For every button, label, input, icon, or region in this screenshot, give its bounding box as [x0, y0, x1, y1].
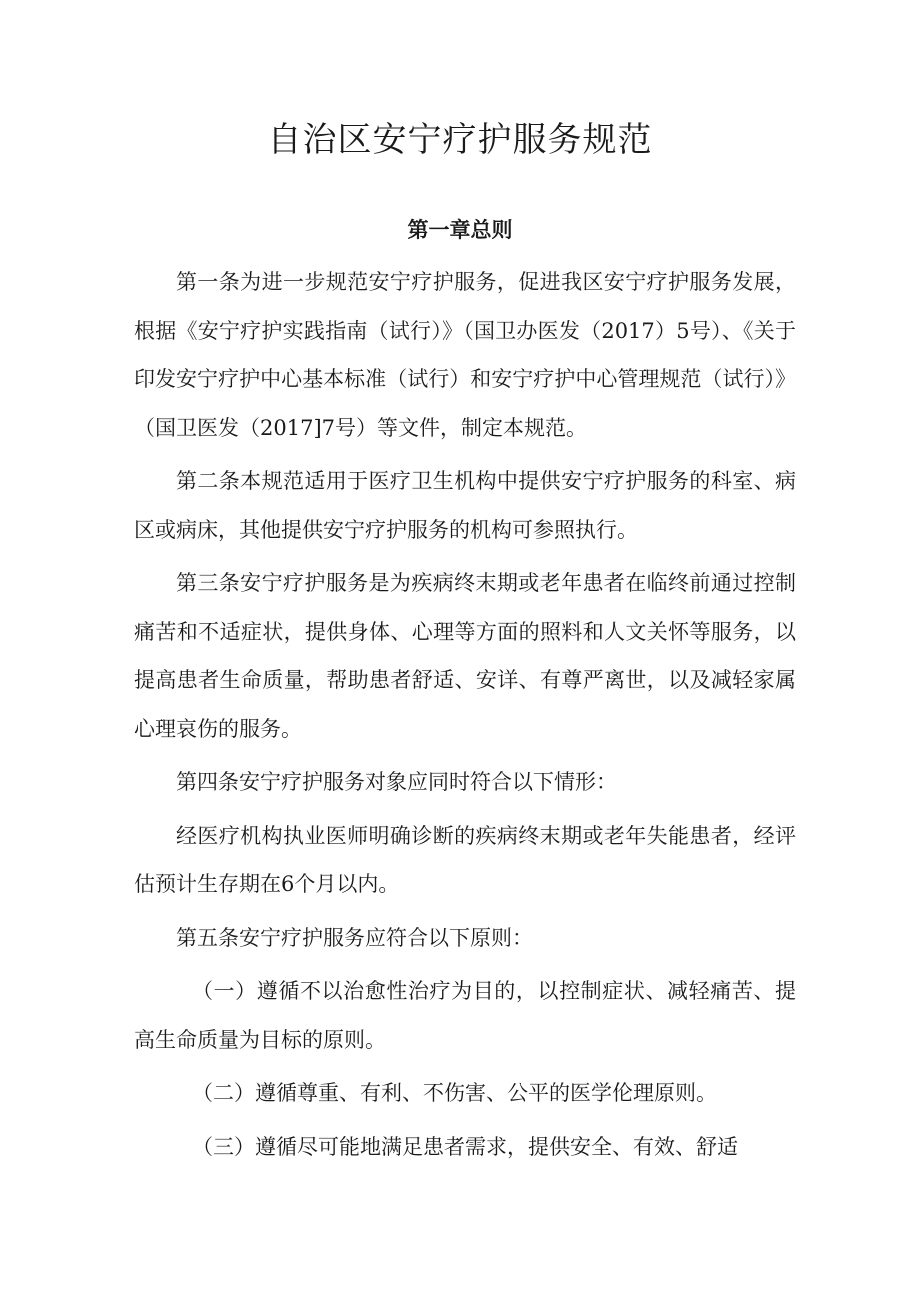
- article-1: 第一条为进一步规范安宁疗护服务，促进我区安宁疗护服务发展，根据《安宁疗护实践指南（试行）》（国卫办医发（2017）5号）、《关于印发安宁疗护中心基本标准（试行）和安宁疗护中心管理规范（试行）》（国卫医发（2017]7号）等文件，制定本规范。: [134, 270, 796, 440]
- article-4: 第四条安宁疗护服务对象应同时符合以下情形：: [176, 770, 617, 794]
- article-2: 第二条本规范适用于医疗卫生机构中提供安宁疗护服务的科室、病区或病床，其他提供安宁疗护服务的机构可参照执行。: [134, 469, 796, 542]
- article-3: 第三条安宁疗护服务是为疾病终末期或老年患者在临终前通过控制痛苦和不适症状，提供身体、心理等方面的照料和人文关怀等服务，以提高患者生命质量，帮助患者舒适、安详、有尊严离世，以及减轻家属心理哀伤的服务。: [134, 571, 796, 741]
- document-body: [134, 258, 796, 1176]
- document-title: 自治区安宁疗护服务规范: [267, 120, 653, 160]
- principle-1: （一）遵循不以治愈性治疗为目的，以控制症状、减轻痛苦、提高生命质量为目标的原则。: [134, 979, 796, 1052]
- article-5: 第五条安宁疗护服务应符合以下原则：: [176, 925, 533, 950]
- principle-2: （二）遵循尊重、有利、不伤害、公平的医学伦理原则。: [192, 1081, 717, 1105]
- chapter-heading: 第一章总则: [407, 217, 513, 242]
- article-4-condition: 经医疗机构执业医师明确诊断的疾病终末期或老年失能患者，经评估预计生存期在6个月以内。: [134, 823, 796, 896]
- principle-3: （三）遵循尽可能地满足患者需求，提供安全、有效、舒适: [192, 1134, 738, 1159]
